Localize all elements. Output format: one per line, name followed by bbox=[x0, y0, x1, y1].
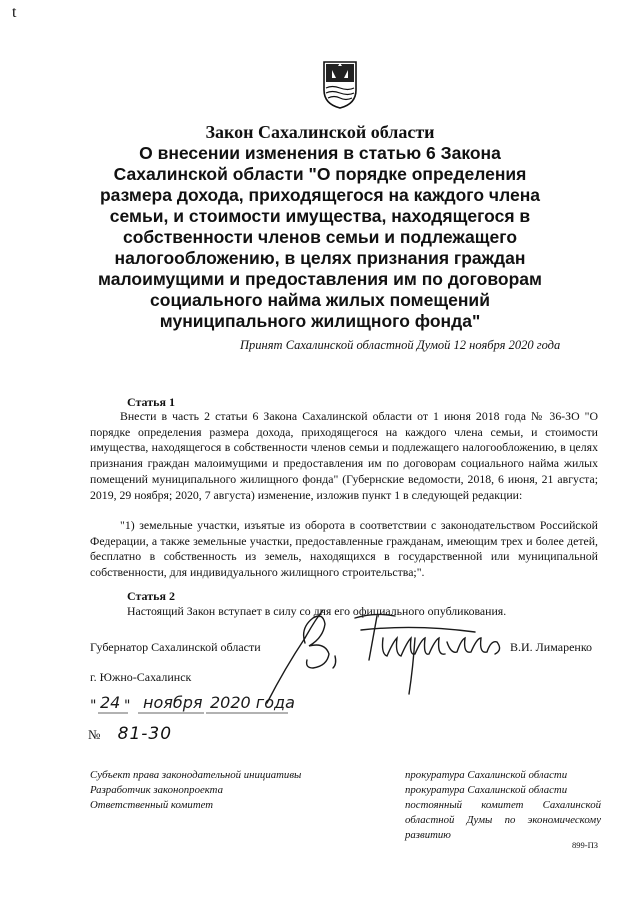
adoption-note: Принят Сахалинской областной Думой 12 ноября 2020 года bbox=[240, 338, 561, 352]
law-subtitle-line: малоимущими и предоставления им по договорам bbox=[98, 269, 542, 289]
document-header bbox=[60, 122, 580, 332]
sakhalin-coat-of-arms-icon bbox=[322, 60, 358, 110]
law-subtitle-line: семьи, и стоимости имущества, находящегося в bbox=[109, 206, 531, 226]
date-year: 2020 года bbox=[210, 693, 295, 712]
footer-left-line: Разработчик законопроекта bbox=[90, 784, 223, 796]
corner-handwritten-mark: t bbox=[12, 4, 17, 21]
law-subtitle-line: налогообложению, в целях признания граждан bbox=[114, 248, 526, 268]
footer-right-column bbox=[405, 768, 601, 843]
footer-right-line: прокуратура Сахалинской области bbox=[405, 769, 568, 781]
footer-right-line: постоянный комитет Сахалинской bbox=[405, 799, 601, 811]
city-label: г. Южно-Сахалинск bbox=[90, 670, 192, 684]
governor-label: Губернатор Сахалинской области bbox=[90, 640, 261, 654]
footer-left-line: Субъект права законодательной инициативы bbox=[90, 769, 302, 781]
article-2-title: Статья 2 bbox=[127, 589, 175, 603]
law-title: Закон Сахалинской области bbox=[205, 122, 435, 142]
article-1-paragraph-1: Внести в часть 2 статьи 6 Закона Сахалинской области от 1 июня 2018 года № 36-ЗО "О порядке определения размера дохода, приходящегося на каждого члена семьи, и стоимости имущества, находящегося в собственности членов семьи и подлежащего налогообложению, в целях признания граждан малоимущими и предоставления им по договорам социального найма жилых помещений муниципального жилищного фонда" (Губернские ведомости, 2018, 6 июня, 21 августа; 2019, 29 ноября; 2020, 7 августа) изменение, изложив пункт 1 в следующей редакции: bbox=[90, 409, 598, 502]
law-number-line bbox=[88, 724, 172, 744]
law-subtitle-line: О внесении изменения в статью 6 Закона bbox=[139, 143, 501, 163]
date-close-quote: " bbox=[124, 698, 131, 714]
date-open-quote: " bbox=[90, 698, 97, 714]
law-number: 81-30 bbox=[117, 724, 173, 744]
governor-name: В.И. Лимаренко bbox=[510, 640, 593, 654]
footer-right-line: областной Думы по экономическому bbox=[405, 814, 601, 826]
law-subtitle-line: социального найма жилых помещений bbox=[150, 290, 490, 310]
document-code: 899-ПЗ bbox=[572, 840, 598, 850]
article-1-paragraph-2: "1) земельные участки, изъятые из оборота в соответствии с законодательством Российской Федерации, а также земельные участки, предоставленные гражданам, имеющим трех и более детей, бесплатно в собственность из земель, находящихся в государственной или муниципальной собственности, для индивидуального жилищного строительства;". bbox=[90, 518, 598, 580]
law-subtitle-line: собственности членов семьи и подлежащего bbox=[122, 227, 518, 247]
date-month: ноября bbox=[143, 693, 203, 712]
footer-left-column bbox=[90, 768, 301, 813]
footer-left-line: Ответственный комитет bbox=[90, 799, 214, 811]
footer-right-line: прокуратура Сахалинской области bbox=[405, 784, 568, 796]
law-subtitle-line: Сахалинской области "О порядке определения bbox=[113, 164, 527, 184]
date-day: 24 bbox=[100, 693, 121, 712]
article-1-title: Статья 1 bbox=[127, 395, 175, 409]
law-subtitle-line: размера дохода, приходящегося на каждого члена bbox=[99, 185, 540, 205]
number-sign: № bbox=[88, 727, 101, 742]
law-subtitle-line: муниципального жилищного фонда" bbox=[159, 311, 481, 331]
date-line bbox=[88, 688, 328, 728]
footer-right-line: развитию bbox=[405, 829, 451, 841]
article-2-paragraph: Настоящий Закон вступает в силу со дня его официального опубликования. bbox=[127, 604, 507, 618]
